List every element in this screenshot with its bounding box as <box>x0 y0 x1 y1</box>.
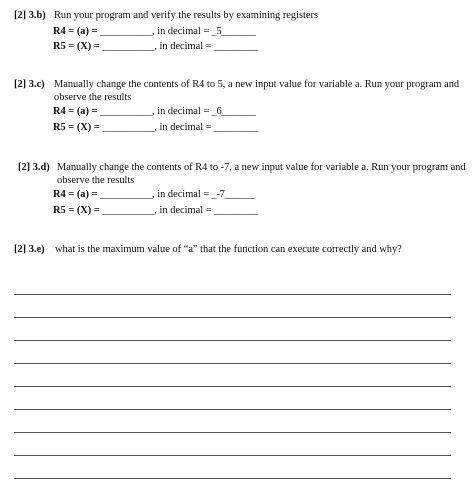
answer-line[interactable] <box>14 478 451 479</box>
hex-answer-blank[interactable]: __________ <box>100 106 153 117</box>
question-number-label: [2] 3.b) <box>14 10 46 21</box>
answer-line[interactable] <box>14 363 451 364</box>
hex-answer-blank[interactable]: __________ <box>102 41 155 52</box>
register-label: R4 = (a) = <box>53 26 98 37</box>
decimal-answer[interactable]: _6_______ <box>209 106 256 117</box>
register-label: R5 = (X) = <box>53 122 100 133</box>
hex-answer-blank[interactable]: __________ <box>102 122 155 133</box>
decimal-answer[interactable]: _________ <box>211 41 258 52</box>
answer-line[interactable] <box>14 340 451 341</box>
answer-row-r5 <box>53 122 258 133</box>
question-number <box>18 162 50 173</box>
decimal-answer[interactable]: _________ <box>211 122 258 133</box>
answer-line[interactable] <box>14 317 451 318</box>
question-number <box>14 79 45 90</box>
decimal-prefix: , in decimal = <box>152 26 210 37</box>
decimal-prefix: , in decimal = <box>152 106 210 117</box>
decimal-prefix: , in decimal = <box>152 189 210 200</box>
hex-answer-blank[interactable]: __________ <box>100 26 153 37</box>
question-number <box>14 10 46 21</box>
hex-answer-blank[interactable]: __________ <box>100 189 153 200</box>
decimal-answer[interactable]: _5_______ <box>209 26 256 37</box>
question-number-label: [2] 3.d) <box>18 162 50 173</box>
answer-row-r4 <box>53 106 256 117</box>
question-number-label: [2] 3.e) <box>14 244 45 255</box>
decimal-answer[interactable]: _-7______ <box>209 189 254 200</box>
question-number-label: [2] 3.c) <box>14 79 45 90</box>
answer-row-r5 <box>53 41 258 52</box>
decimal-answer[interactable]: _________ <box>211 205 258 216</box>
answer-row-r5 <box>53 205 258 216</box>
answer-line[interactable] <box>14 294 451 295</box>
decimal-prefix: , in decimal = <box>154 122 212 133</box>
question-number <box>14 244 45 255</box>
answer-row-r4 <box>53 26 256 37</box>
question-text: what is the maximum value of “a” that the function can execute correctly and why? <box>55 244 402 255</box>
hex-answer-blank[interactable]: __________ <box>102 205 155 216</box>
answer-line[interactable] <box>14 409 451 410</box>
register-label: R4 = (a) = <box>53 106 98 117</box>
answer-line[interactable] <box>14 432 451 433</box>
answer-row-r4 <box>53 189 254 200</box>
answer-line[interactable] <box>14 455 451 456</box>
question-text: Manually change the contents of R4 to -7, a new input value for variable a. Run your program and observe the results <box>57 162 466 186</box>
decimal-prefix: , in decimal = <box>154 205 212 216</box>
question-text: Manually change the contents of R4 to 5, a new input value for variable a. Run your program and observe the results <box>54 79 460 103</box>
answer-line[interactable] <box>14 386 451 387</box>
register-label: R4 = (a) = <box>53 189 98 200</box>
register-label: R5 = (X) = <box>53 41 100 52</box>
decimal-prefix: , in decimal = <box>154 41 212 52</box>
question-text: Run your program and verify the results by examining registers <box>54 10 319 21</box>
register-label: R5 = (X) = <box>53 205 100 216</box>
